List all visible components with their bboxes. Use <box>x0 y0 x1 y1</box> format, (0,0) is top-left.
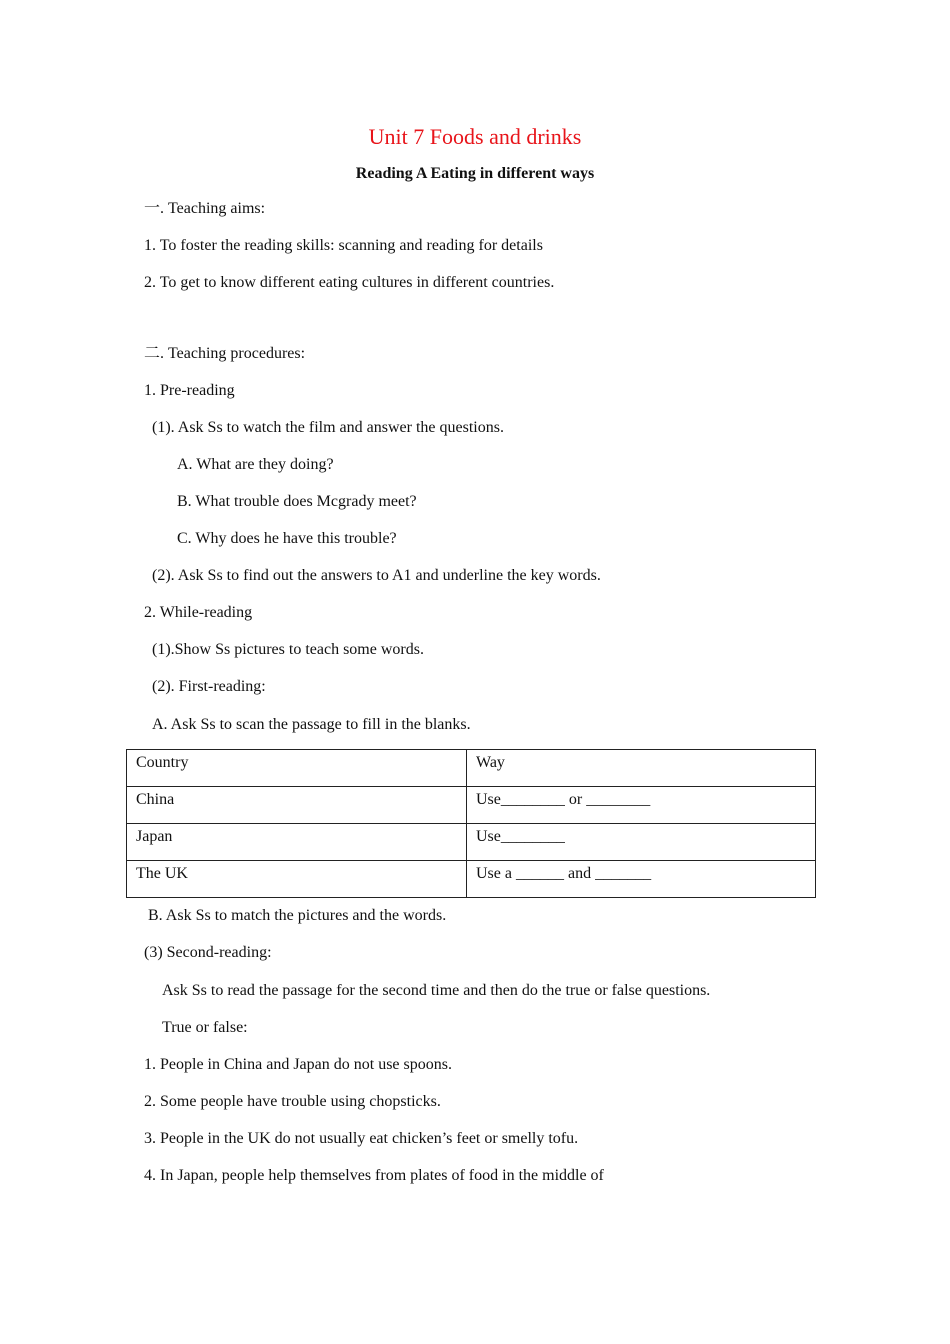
table-cell-way: Use________ <box>467 824 816 861</box>
while-reading-step: (1).Show Ss pictures to teach some words. <box>152 641 424 658</box>
table-cell-way: Use________ or ________ <box>467 787 816 824</box>
table-header-row <box>127 750 816 787</box>
pre-reading-step: (1). Ask Ss to watch the film and answer the questions. <box>152 419 504 436</box>
question-item: A. What are they doing? <box>177 456 334 473</box>
second-reading-instruction: Ask Ss to read the passage for the second time and then do the true or false questions. <box>162 982 711 999</box>
aim-item: 1. To foster the reading skills: scanning and reading for details <box>144 237 543 254</box>
table-cell-way: Use a ______ and _______ <box>467 861 816 898</box>
section-aims-heading: 一. Teaching aims: <box>144 200 266 217</box>
table-row <box>127 861 816 898</box>
table-header-cell: Country <box>127 750 467 787</box>
task-a: A. Ask Ss to scan the passage to fill in the blanks. <box>152 716 471 733</box>
true-false-item: 3. People in the UK do not usually eat chicken’s feet or smelly tofu. <box>144 1130 579 1147</box>
question-item: C. Why does he have this trouble? <box>177 530 397 547</box>
while-reading-heading: 2. While-reading <box>144 604 253 621</box>
question-item: B. What trouble does Mcgrady meet? <box>177 493 417 510</box>
table-cell-country: Japan <box>127 824 467 861</box>
task-b: B. Ask Ss to match the pictures and the words. <box>148 907 447 924</box>
while-reading-step: (2). First-reading: <box>152 678 266 695</box>
true-false-item: 4. In Japan, people help themselves from plates of food in the middle of <box>144 1167 604 1184</box>
table-cell-country: The UK <box>127 861 467 898</box>
fill-in-table <box>126 749 816 898</box>
pre-reading-heading: 1. Pre-reading <box>144 382 235 399</box>
document-title: Unit 7 Foods and drinks <box>368 124 582 149</box>
aim-item: 2. To get to know different eating cultures in different countries. <box>144 274 555 291</box>
document-subtitle: Reading A Eating in different ways <box>355 165 595 182</box>
table-header-cell: Way <box>467 750 816 787</box>
second-reading-heading: (3) Second-reading: <box>144 944 272 961</box>
table-cell-country: China <box>127 787 467 824</box>
true-false-heading: True or false: <box>162 1019 248 1036</box>
section-procedures-heading: 二. Teaching procedures: <box>144 345 306 362</box>
pre-reading-step: (2). Ask Ss to find out the answers to A1 and underline the key words. <box>152 567 601 584</box>
table-row <box>127 824 816 861</box>
table-row <box>127 787 816 824</box>
true-false-item: 1. People in China and Japan do not use spoons. <box>144 1056 452 1073</box>
true-false-item: 2. Some people have trouble using chopsticks. <box>144 1093 441 1110</box>
